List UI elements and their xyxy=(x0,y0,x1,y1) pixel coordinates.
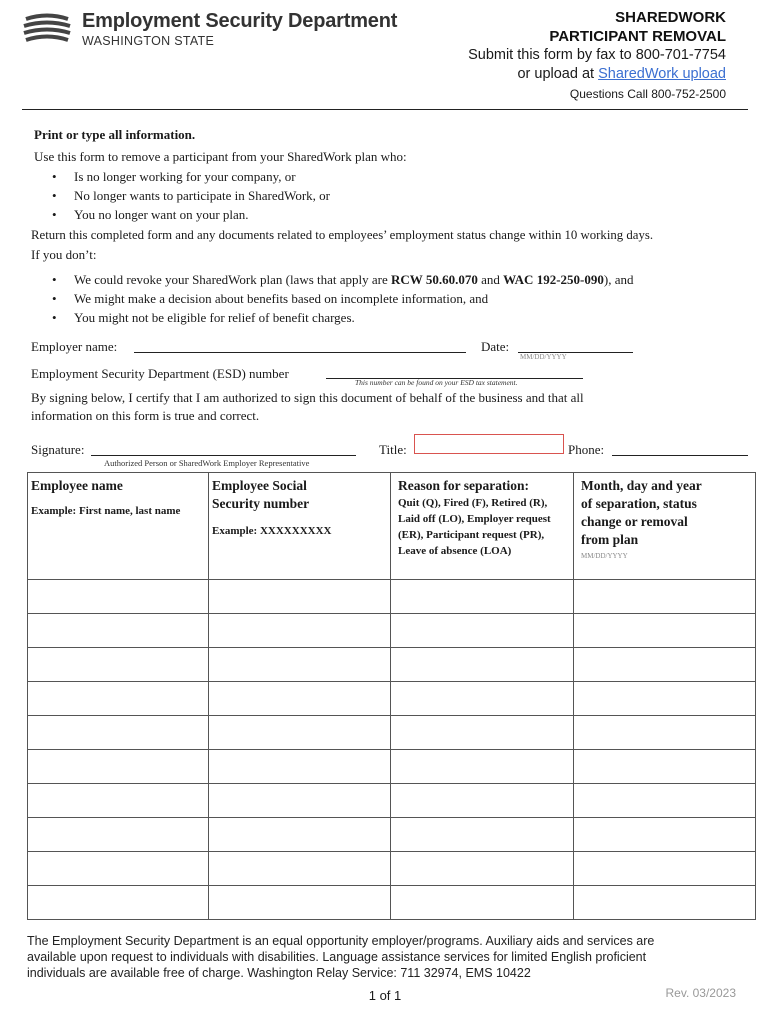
reason-item: Is no longer working for your company, or xyxy=(74,169,296,184)
date-cell[interactable] xyxy=(574,580,756,614)
date-label: Date: xyxy=(481,339,510,354)
agency-name: Employment Security Department xyxy=(82,10,398,32)
employee-name-cell[interactable] xyxy=(28,682,209,716)
certify-text: By signing below, I certify that I am authorized to sign this document of behalf of the business and that all xyxy=(31,390,584,405)
sharedwork-upload-link[interactable]: SharedWork upload xyxy=(598,66,726,82)
agency-logo xyxy=(22,10,422,52)
wac-reference: WAC 192-250-090 xyxy=(503,272,604,287)
ssn-cell[interactable] xyxy=(209,784,391,818)
column-title: Employee name xyxy=(31,478,123,493)
page-number: 1 of 1 xyxy=(368,988,402,1003)
reason-cell[interactable] xyxy=(391,580,574,614)
footer-line: The Employment Security Department is an equal opportunity employer/programs. Auxiliary aids and services are xyxy=(27,934,655,948)
reason-codes: (ER), Participant request (PR), xyxy=(398,529,545,541)
esd-number-label: Employment Security Department (ESD) number xyxy=(31,366,289,381)
reason-cell[interactable] xyxy=(391,818,574,852)
table-row xyxy=(28,682,756,716)
title-label: Title: xyxy=(379,442,407,457)
signature-label: Signature: xyxy=(31,442,85,457)
phone-label: Phone: xyxy=(568,442,605,457)
esd-number-hint: This number can be found on your ESD tax statement. xyxy=(355,378,518,387)
participant-table xyxy=(27,472,756,920)
employee-name-cell[interactable] xyxy=(28,750,209,784)
use-form-text: Use this form to remove a participant from your SharedWork plan who: xyxy=(34,149,407,164)
print-type-instruction: Print or type all information. xyxy=(34,127,196,142)
bullet-icon: • xyxy=(52,272,57,287)
signature-caption: Authorized Person or SharedWork Employer Representative xyxy=(104,458,310,468)
reason-codes: Quit (Q), Fired (F), Retired (R), xyxy=(398,497,548,509)
form-title-line2: PARTICIPANT REMOVAL xyxy=(549,28,726,45)
submit-instructions xyxy=(468,46,726,84)
ssn-cell[interactable] xyxy=(209,716,391,750)
column-title: Security number xyxy=(212,496,310,511)
date-cell[interactable] xyxy=(574,614,756,648)
date-cell[interactable] xyxy=(574,886,756,920)
employee-name-cell[interactable] xyxy=(28,716,209,750)
date-format-hint: MM/DD/YYYY xyxy=(520,353,567,361)
table-row xyxy=(28,818,756,852)
rcw-reference: RCW 50.60.070 xyxy=(391,272,478,287)
upload-instructions xyxy=(468,65,726,84)
reason-cell[interactable] xyxy=(391,750,574,784)
date-cell[interactable] xyxy=(574,682,756,716)
column-title: change or removal xyxy=(581,514,688,529)
table-header-row xyxy=(28,473,756,580)
ssn-cell[interactable] xyxy=(209,580,391,614)
footer-line: individuals are available free of charge. Washington Relay Service: 711 32974, EMS 10422 xyxy=(27,966,531,980)
return-instruction: Return this completed form and any documents related to employees’ employment status change within 10 working days. xyxy=(31,228,654,242)
reason-item: No longer wants to participate in SharedWork, or xyxy=(74,188,330,203)
footer-line: available upon request to individuals with disabilities. Language assistance services for limited English proficient xyxy=(27,950,647,964)
ssn-header xyxy=(209,473,391,580)
table-row xyxy=(28,886,756,920)
bullet-icon: • xyxy=(52,310,57,325)
ssn-cell[interactable] xyxy=(209,682,391,716)
signature-field[interactable] xyxy=(91,455,356,456)
equal-opportunity-statement xyxy=(27,933,727,981)
employer-name-label: Employer name: xyxy=(31,339,118,354)
column-title: Employee Social xyxy=(212,478,307,493)
ssn-cell[interactable] xyxy=(209,750,391,784)
revision-date: Rev. 03/2023 xyxy=(665,986,736,1000)
date-cell[interactable] xyxy=(574,852,756,886)
employee-name-cell[interactable] xyxy=(28,784,209,818)
date-cell[interactable] xyxy=(574,818,756,852)
certify-text: information on this form is true and correct. xyxy=(31,408,260,423)
employee-name-cell[interactable] xyxy=(28,818,209,852)
consequence-item: You might not be eligible for relief of benefit charges. xyxy=(74,310,355,325)
if-you-dont: If you don’t: xyxy=(31,247,97,262)
column-title: from plan xyxy=(581,532,639,547)
date-cell[interactable] xyxy=(574,648,756,682)
ssn-cell[interactable] xyxy=(209,614,391,648)
column-title: Month, day and year xyxy=(581,478,702,493)
bullet-icon: • xyxy=(52,188,57,203)
phone-field[interactable] xyxy=(612,455,748,456)
reason-cell[interactable] xyxy=(391,886,574,920)
consequence-item xyxy=(74,270,633,289)
fax-instructions: Submit this form by fax to 800-701-7754 xyxy=(468,47,726,63)
reason-cell[interactable] xyxy=(391,648,574,682)
employee-name-cell[interactable] xyxy=(28,580,209,614)
reason-item: You no longer want on your plan. xyxy=(74,207,249,222)
upload-prefix: or upload at xyxy=(517,66,595,82)
table-row xyxy=(28,580,756,614)
ssn-cell[interactable] xyxy=(209,852,391,886)
table-row xyxy=(28,784,756,818)
date-header xyxy=(574,473,756,580)
employee-name-cell[interactable] xyxy=(28,852,209,886)
column-example: Example: XXXXXXXXX xyxy=(212,525,332,537)
reason-codes: Laid off (LO), Employer request xyxy=(398,513,551,525)
form-title-line1: SHAREDWORK xyxy=(615,9,726,26)
form-title xyxy=(549,8,726,46)
ssn-cell[interactable] xyxy=(209,648,391,682)
consequence-text: We could revoke your SharedWork plan (laws that apply are xyxy=(74,272,388,287)
employee-name-cell[interactable] xyxy=(28,648,209,682)
table-row xyxy=(28,614,756,648)
reason-header xyxy=(391,473,574,580)
date-cell[interactable] xyxy=(574,716,756,750)
header-divider xyxy=(22,109,748,110)
employee-name-cell[interactable] xyxy=(28,614,209,648)
consequence-text: ), and xyxy=(603,272,634,287)
reason-cell[interactable] xyxy=(391,614,574,648)
consequence-text: and xyxy=(481,272,500,287)
reason-codes: Leave of absence (LOA) xyxy=(398,545,512,557)
ssn-cell[interactable] xyxy=(209,886,391,920)
table-row xyxy=(28,852,756,886)
column-title: of separation, status xyxy=(581,496,697,511)
esd-logo-icon xyxy=(22,12,72,46)
ssn-cell[interactable] xyxy=(209,818,391,852)
table-row xyxy=(28,750,756,784)
employee-name-header xyxy=(28,473,209,580)
bullet-icon: • xyxy=(52,207,57,222)
employee-name-cell[interactable] xyxy=(28,886,209,920)
consequence-item: We might make a decision about benefits based on incomplete information, and xyxy=(74,291,489,306)
reason-cell[interactable] xyxy=(391,716,574,750)
date-cell[interactable] xyxy=(574,784,756,818)
table-row xyxy=(28,716,756,750)
reason-cell[interactable] xyxy=(391,784,574,818)
bullet-icon: • xyxy=(52,169,57,184)
questions-phone: Questions Call 800-752-2500 xyxy=(569,87,726,101)
bullet-icon: • xyxy=(52,291,57,306)
table-row xyxy=(28,648,756,682)
date-cell[interactable] xyxy=(574,750,756,784)
reason-cell[interactable] xyxy=(391,682,574,716)
column-title: Reason for separation: xyxy=(398,478,529,493)
title-input[interactable] xyxy=(414,434,564,454)
column-example: Example: First name, last name xyxy=(31,505,181,517)
agency-state: WASHINGTON STATE xyxy=(82,34,215,48)
date-format-hint: MM/DD/YYYY xyxy=(581,552,628,560)
employer-name-field[interactable] xyxy=(134,352,466,353)
reason-cell[interactable] xyxy=(391,852,574,886)
